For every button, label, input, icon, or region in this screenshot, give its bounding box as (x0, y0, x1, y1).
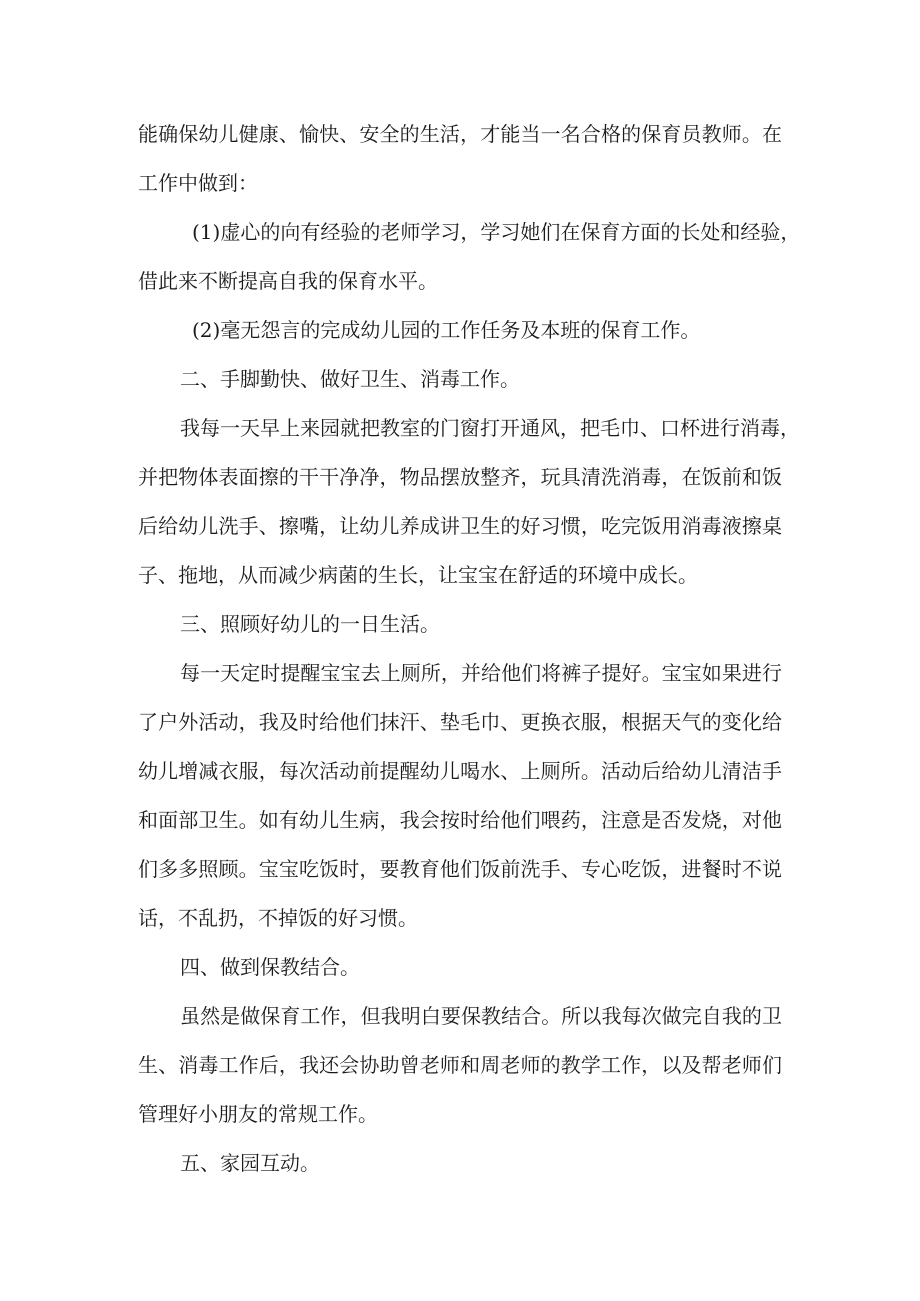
section-4-line-1: 虽然是做保育工作，但我明白要保教结合。所以我每次做完自我的卫 (180, 1004, 782, 1028)
section-heading-3: 三、照顾好幼儿的一日生活。 (180, 612, 440, 636)
item-2-line: (2)毫无怨言的完成幼儿园的工作任务及本班的保育工作。 (192, 318, 701, 342)
section-4-line-2: 生、消毒工作后，我还会协助曾老师和周老师的教学工作，以及帮老师们 (138, 1053, 782, 1077)
section-3-line-4: 和面部卫生。如有幼儿生病，我会按时给他们喂药，注意是否发烧，对他 (138, 808, 782, 832)
section-3-line-3: 幼儿增减衣服，每次活动前提醒幼儿喝水、上厕所。活动后给幼儿清洁手 (138, 759, 782, 783)
section-3-line-5: 们多多照顾。宝宝吃饭时，要教育他们饭前洗手、专心吃饭，进餐时不说 (138, 857, 782, 881)
section-3-line-6: 话，不乱扔，不掉饭的好习惯。 (138, 906, 418, 930)
item-1-line-1: (1)虚心的向有经验的老师学习，学习她们在保育方面的长处和经验， (192, 220, 801, 244)
intro-line-1: 能确保幼儿健康、愉快、安全的生活，才能当一名合格的保育员教师。在 (138, 122, 782, 146)
section-4-line-3: 管理好小朋友的常规工作。 (138, 1102, 378, 1126)
item-1-line-2: 借此来不断提高自我的保育水平。 (138, 269, 438, 293)
section-heading-5: 五、家园互动。 (180, 1151, 320, 1175)
section-3-line-1: 每一天定时提醒宝宝去上厕所，并给他们将裤子提好。宝宝如果进行 (180, 661, 782, 685)
section-2-line-2: 并把物体表面擦的干干净净，物品摆放整齐，玩具清洗消毒，在饭前和饭 (138, 465, 782, 489)
section-3-line-2: 了户外活动，我及时给他们抹汗、垫毛巾、更换衣服，根据天气的变化给 (138, 710, 782, 734)
section-heading-4: 四、做到保教结合。 (180, 955, 360, 979)
section-2-line-3: 后给幼儿洗手、擦嘴，让幼儿养成讲卫生的好习惯，吃完饭用消毒液擦桌 (138, 514, 782, 538)
section-2-line-1: 我每一天早上来园就把教室的门窗打开通风，把毛巾、口杯进行消毒， (180, 416, 800, 440)
section-heading-2: 二、手脚勤快、做好卫生、消毒工作。 (180, 367, 520, 391)
intro-line-2: 工作中做到： (138, 171, 258, 195)
section-2-line-4: 子、拖地，从而减少病菌的生长，让宝宝在舒适的环境中成长。 (138, 563, 698, 587)
